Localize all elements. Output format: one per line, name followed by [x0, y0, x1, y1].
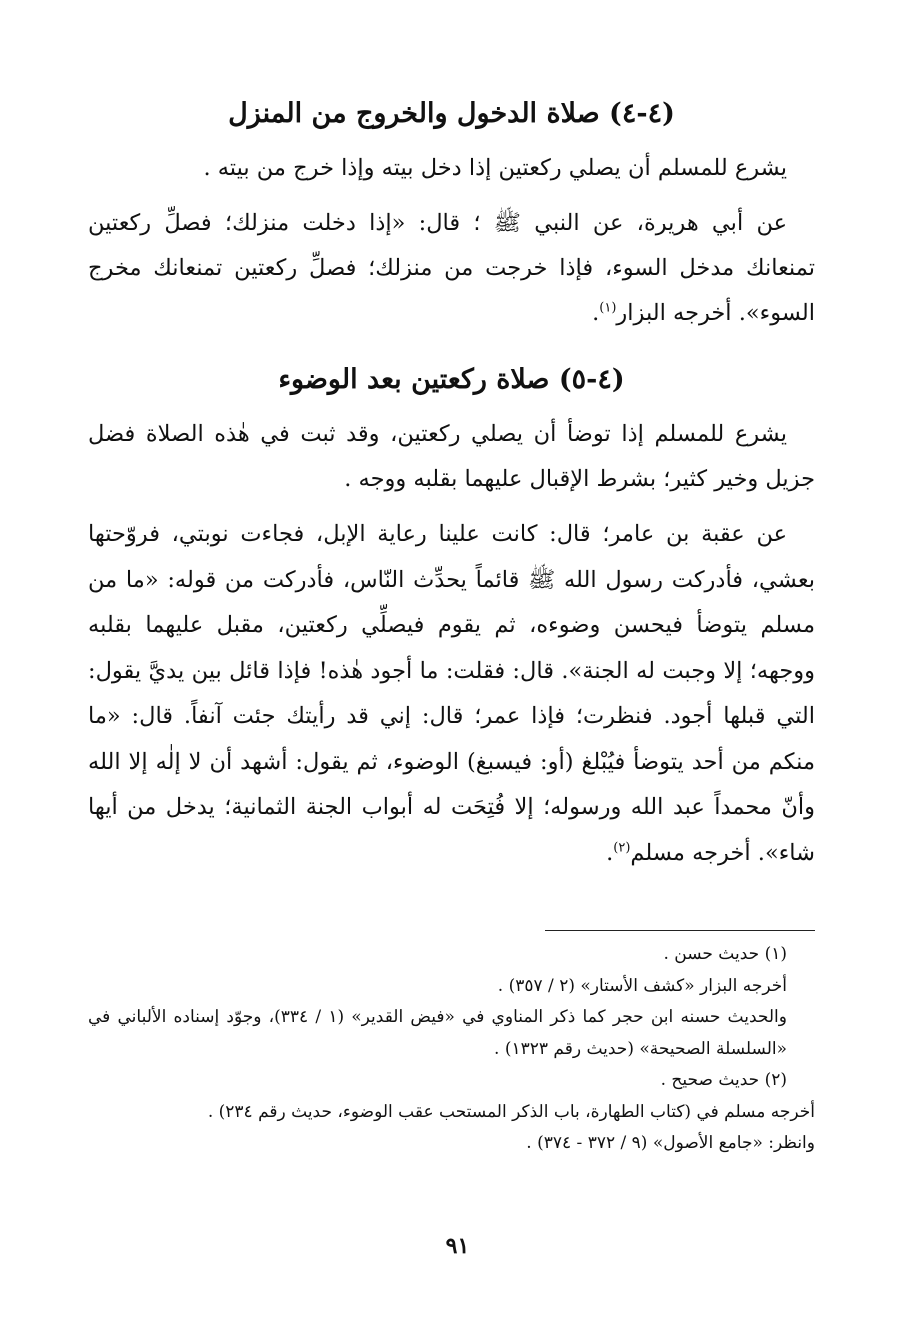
footnotes-section: [88, 930, 815, 1160]
hadith-end: .: [606, 839, 614, 866]
page-number: ٩١: [445, 1233, 470, 1259]
paragraph-hadith-abu-hurayra: [88, 201, 815, 336]
footnote-2-grade: (٢) حديث صحيح .: [660, 1070, 787, 1090]
section-heading-4-5: (٤-٥) صلاة ركعتين بعد الوضوء: [278, 364, 625, 395]
footnote-2-source: أخرجه مسلم في (كتاب الطهارة، باب الذكر المستحب عقب الوضوء، حديث رقم ٢٣٤) .: [207, 1101, 815, 1122]
footnote-1-detail: والحديث حسنه ابن حجر كما ذكر المناوي في «فيض القدير» (١ / ٣٣٤)، وجوّد إسناده الألباني في «السلسلة الصحيحة» (حديث رقم ١٣٢٣) .: [88, 1007, 787, 1059]
hadith-text: عن أبي هريرة، عن النبي ﷺ ؛ قال: «إذا دخلت منزلك؛ فصلِّ ركعتين تمنعانك مدخل السوء، فإذا خرجت من منزلك؛ فصلِّ ركعتين تمنعانك مخرج السوء». أخرجه البزار: [88, 210, 815, 326]
hadith-end: .: [592, 300, 600, 326]
footnote-ref-1[interactable]: (١): [599, 300, 617, 316]
page-body: [88, 92, 815, 886]
footnote-1-grade: (١) حديث حسن .: [663, 944, 787, 964]
paragraph-intro-4-4: يشرع للمسلم أن يصلي ركعتين إذا دخل بيته وإذا خرج من بيته .: [203, 155, 787, 181]
footnote-divider: [545, 930, 815, 931]
footnote-ref-2[interactable]: (٢): [613, 840, 631, 855]
footnote-2-see-also: وانظر: «جامع الأصول» (٩ / ٣٧٢ - ٣٧٤) .: [526, 1133, 815, 1153]
hadith-text: عن عقبة بن عامر؛ قال: كانت علينا رعاية الإبل، فجاءت نوبتي، فروّحتها بعشي، فأدركت رسول الله ﷺ قائماً يحدِّث النّاس، فأدركت من قوله: «ما من مسلم يتوضأ فيحسن وضوءه، ثم يقوم فيصلِّي ركعتين، مقبل عليهما بقلبه ووجهه؛ إلا وجبت له الجنة». قال: فقلت: ما أجود هٰذه! فإذا قائل بين يديَّ يقول: التي قبلها أجود. فنظرت؛ فإذا عمر؛ قال: إني قد رأيتك جئت آنفاً. قال: «ما منكم من أحد يتوضأ فيُبْلغ (أو: فيسبغ) الوضوء، ثم يقول: أشهد أن لا إلٰه إلا الله وأنّ محمداً عبد الله ورسوله؛ إلا فُتِحَت له أبواب الجنة الثمانية؛ يدخل من أيها شاء». أخرجه مسلم: [88, 521, 815, 866]
section-heading-4-4: (٤-٤) صلاة الدخول والخروج من المنزل: [228, 98, 675, 129]
paragraph-hadith-uqba: [88, 512, 815, 876]
paragraph-intro-4-5: يشرع للمسلم إذا توضأ أن يصلي ركعتين، وقد ثبت في هٰذه الصلاة فضل جزيل وخير كثير؛ بشرط الإقبال عليهما بقلبه ووجه .: [88, 421, 815, 492]
footnote-1-source: أخرجه البزار «كشف الأستار» (٢ / ٣٥٧) .: [497, 975, 787, 996]
